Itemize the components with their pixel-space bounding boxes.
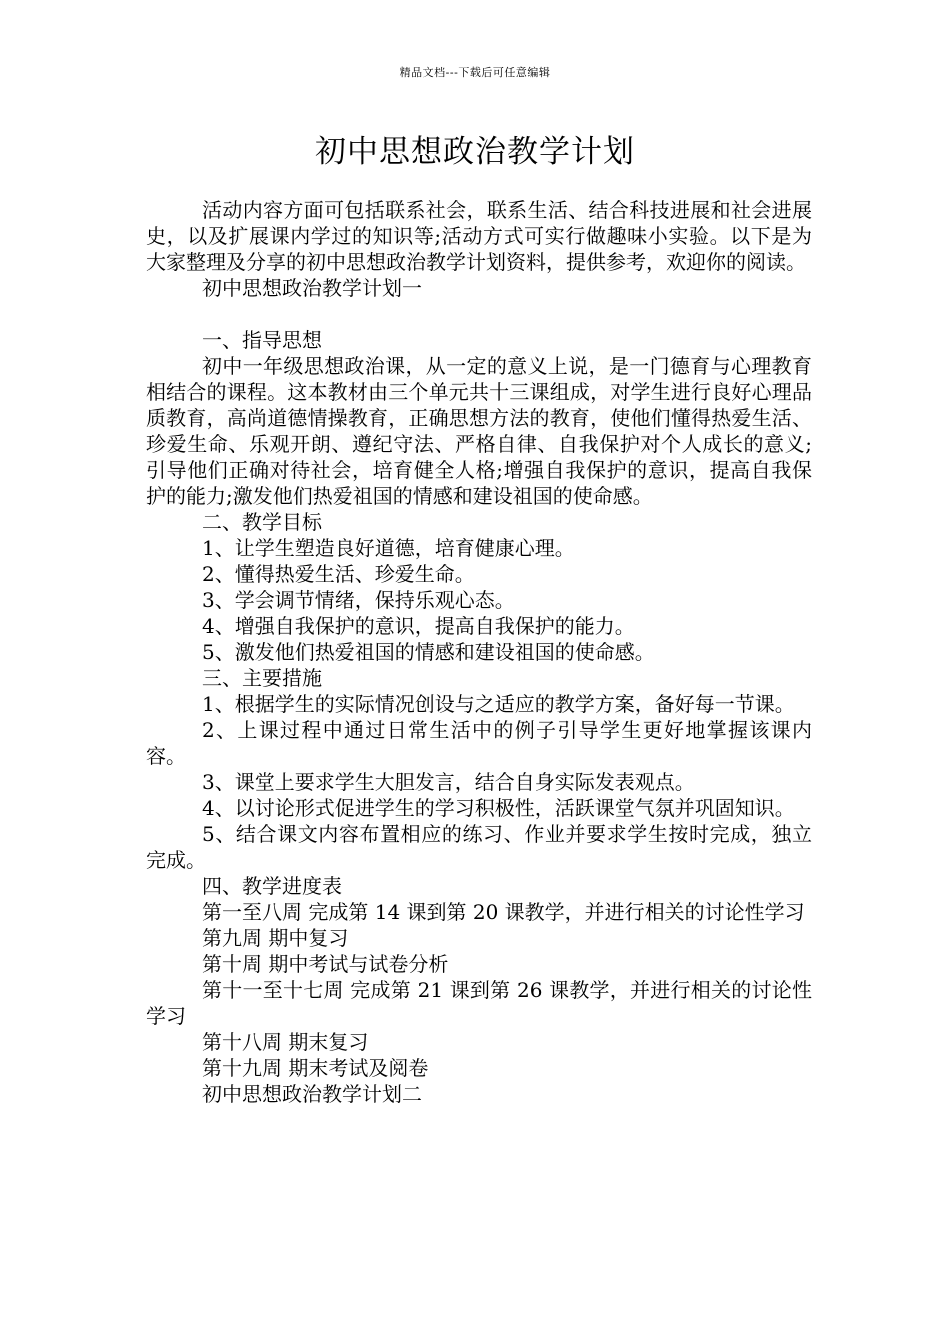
document-body [146, 197, 812, 1107]
intro-paragraph: 活动内容方面可包括联系社会，联系生活、结合科技进展和社会进展史，以及扩展课内学过的知识等;活动方式可实行做趣味小实验。以下是为大家整理及分享的初中思想政治教学计划资料，提供参考，欢迎你的阅读。 [146, 198, 812, 274]
schedule-item: 第十九周 期末考试及阅卷 [202, 1056, 429, 1080]
heading-schedule: 四、教学进度表 [202, 874, 342, 898]
schedule-item: 第九周 期中复习 [202, 926, 349, 950]
measure-item: 2、上课过程中通过日常生活中的例子引导学生更好地掌握该课内容。 [146, 718, 812, 768]
measure-item: 5、结合课文内容布置相应的练习、作业并要求学生按时完成，独立完成。 [146, 822, 812, 872]
measure-item: 1、根据学生的实际情况创设与之适应的教学方案，备好每一节课。 [202, 692, 795, 716]
goal-item: 1、让学生塑造良好道德，培育健康心理。 [202, 536, 575, 560]
guiding-thought-paragraph: 初中一年级思想政治课，从一定的意义上说，是一门德育与心理教育相结合的课程。这本教材由三个单元共十三课组成，对学生进行良好心理品质教育，高尚道德情操教育，正确思想方法的教育，使他们懂得热爱生活、珍爱生命、乐观开朗、遵纪守法、严格自律、自我保护对个人成长的意义;引导他们正确对待社会，培育健全人格;增强自我保护的意识，提高自我保护的能力;激发他们热爱祖国的情感和建设祖国的使命感。 [146, 354, 812, 508]
section-title-plan-one: 初中思想政治教学计划一 [202, 276, 422, 300]
blank-line [146, 301, 812, 327]
heading-guiding-thought: 一、指导思想 [202, 328, 322, 352]
measure-item: 3、课堂上要求学生大胆发言，结合自身实际发表观点。 [202, 770, 695, 794]
section-title-plan-two: 初中思想政治教学计划二 [202, 1082, 422, 1106]
goal-item: 2、懂得热爱生活、珍爱生命。 [202, 562, 475, 586]
schedule-item: 第十八周 期末复习 [202, 1030, 369, 1054]
schedule-item: 第十周 期中考试与试卷分析 [202, 952, 449, 976]
measure-item: 4、以讨论形式促进学生的学习积极性，活跃课堂气氛并巩固知识。 [202, 796, 795, 820]
goal-item: 3、学会调节情绪，保持乐观心态。 [202, 588, 515, 612]
heading-teaching-goals: 二、教学目标 [202, 510, 322, 534]
goal-item: 4、增强自我保护的意识，提高自我保护的能力。 [202, 614, 635, 638]
heading-main-measures: 三、主要措施 [202, 666, 322, 690]
page-title: 初中思想政治教学计划 [315, 134, 635, 170]
goal-item: 5、激发他们热爱祖国的情感和建设祖国的使命感。 [202, 640, 655, 664]
schedule-item: 第十一至十七周 完成第 21 课到第 26 课教学，并进行相关的讨论性学习 [146, 978, 812, 1028]
schedule-item: 第一至八周 完成第 14 课到第 20 课教学，并进行相关的讨论性学习 [202, 900, 805, 924]
header-note: 精品文档---下载后可任意编辑 [399, 66, 551, 79]
